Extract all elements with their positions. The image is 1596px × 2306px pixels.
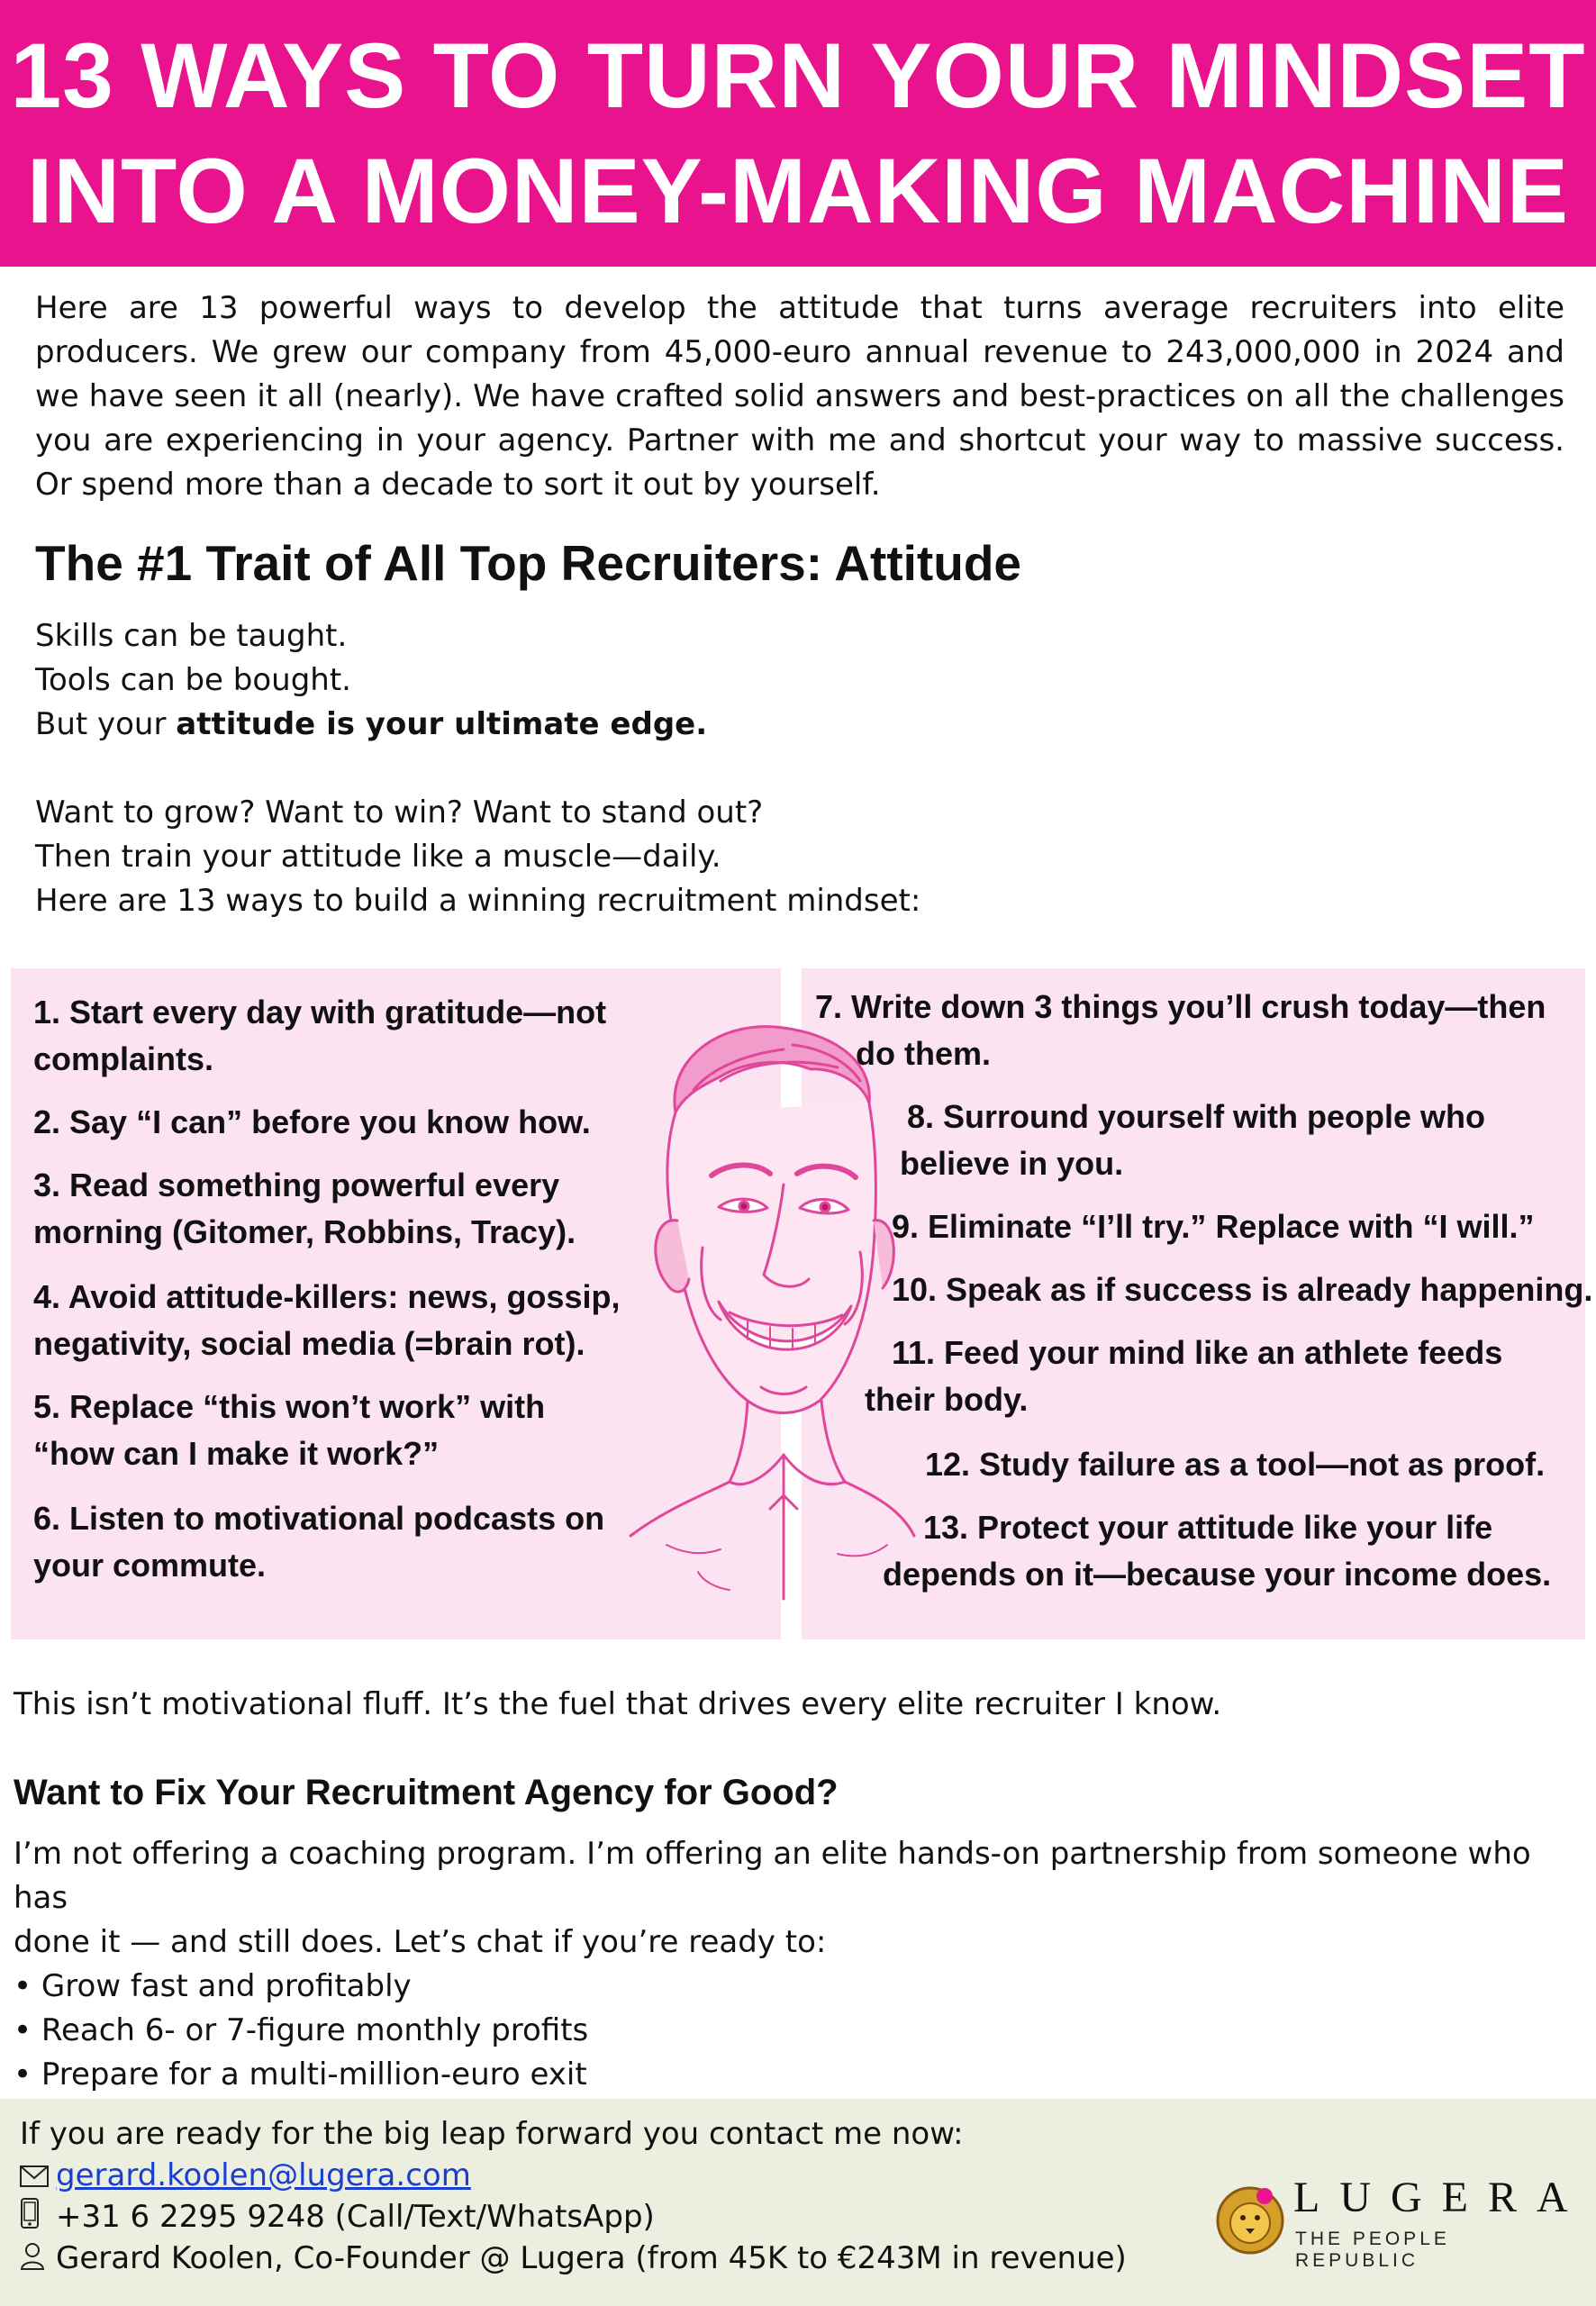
trait-line-2: Tools can be bought. (35, 662, 351, 698)
tip-9: 9. Eliminate “I’ll try.” Replace with “I will.” (892, 1208, 1535, 1245)
tip-11-line-2: their body. (865, 1381, 1029, 1418)
tip-1-line-2: complaints. (33, 1040, 214, 1077)
fix-heading: Want to Fix Your Recruitment Agency for Good? (14, 1773, 839, 1812)
title-line-1: 13 WAYS TO TURN YOUR MINDSET (10, 24, 1586, 127)
contact-person: Gerard Koolen, Co-Founder @ Lugera (from 45K to €243M in revenue) (56, 2240, 1127, 2276)
fix-bullet-1: • Grow fast and profitably (14, 1968, 412, 2004)
fix-bullet-2: • Reach 6- or 7-figure monthly profits (14, 2012, 589, 2048)
tip-10: 10. Speak as if success is already happening. (892, 1271, 1593, 1308)
tip-12: 12. Study failure as a tool—not as proof. (925, 1446, 1546, 1483)
phone-number: +31 6 2295 9248 (Call/Text/WhatsApp) (56, 2199, 655, 2235)
trait-line-4: Want to grow? Want to win? Want to stand out? (35, 794, 764, 831)
fix-line-1: I’m not offering a coaching program. I’m offering an elite hands-on partnership from someone who has (14, 1836, 1531, 1916)
tip-5-line-2: “how can I make it work?” (33, 1435, 440, 1472)
fix-body (14, 1832, 1581, 2097)
tip-13-line-1: 13. Protect your attitude like your life (923, 1509, 1493, 1546)
tip-1-line-1: 1. Start every day with gratitude—not (33, 994, 607, 1030)
tip-6-line-1: 6. Listen to motivational podcasts on (33, 1500, 605, 1537)
trait-lines (35, 614, 1386, 923)
contact-phone-row (20, 2196, 655, 2239)
tip-3-line-1: 3. Read something powerful every (33, 1167, 560, 1203)
tip-7-line-1: 7. Write down 3 things you’ll crush today—then (815, 988, 1546, 1025)
caricature-portrait (612, 1004, 919, 1617)
tip-4-line-1: 4. Avoid attitude-killers: news, gossip, (33, 1278, 621, 1315)
fix-line-2: done it — and still does. Let’s chat if you’re ready to: (14, 1924, 827, 1960)
tip-13-line-2: depends on it—because your income does. (883, 1556, 1552, 1593)
logo-tagline: THE PEOPLE REPUBLIC (1295, 2229, 1450, 2271)
contact-person-row (20, 2238, 1127, 2281)
trait-line-6: Here are 13 ways to build a winning recruitment mindset: (35, 883, 921, 919)
title-line-2: INTO A MONEY-MAKING MACHINE (27, 140, 1569, 242)
trait-line-1: Skills can be taught. (35, 618, 348, 654)
tip-5-line-1: 5. Replace “this won’t work” with (33, 1388, 546, 1425)
trait-heading: The #1 Trait of All Top Recruiters: Attitude (35, 535, 1022, 591)
contact-email-row (20, 2155, 471, 2198)
tip-11-line-1: 11. Feed your mind like an athlete feeds (892, 1334, 1503, 1371)
tip-8-line-2: believe in you. (900, 1145, 1124, 1182)
title-banner (0, 0, 1596, 267)
email-link[interactable]: gerard.koolen@lugera.com (56, 2157, 471, 2193)
person-icon (20, 2239, 56, 2281)
fix-bullet-3: • Prepare for a multi-million-euro exit (14, 2056, 587, 2093)
tip-3-line-2: morning (Gitomer, Robbins, Tracy). (33, 1213, 576, 1250)
trait-line-3-prefix: But your (35, 706, 177, 742)
intro-paragraph: Here are 13 powerful ways to develop the attitude that turns average recruiters into elite producers. We grew our company from 45,000-euro annual revenue to 243,000,000 in 2024 and we have seen it all (nearly). We have crafted solid answers and best-practices on all the challenges you are experiencing in your agency. Partner with me and shortcut your way to massive success. Or spend more than a decade to sort it out by yourself. (35, 290, 1564, 503)
trait-line-5: Then train your attitude like a muscle—daily. (35, 839, 721, 875)
lugera-logo (1214, 2171, 1588, 2288)
tip-4-line-2: negativity, social media (=brain rot). (33, 1325, 585, 1362)
tip-8-line-1: 8. Surround yourself with people who (907, 1098, 1486, 1135)
trait-line-3 (35, 703, 1386, 747)
logo-wordmark: LUGERA (1293, 2174, 1588, 2221)
contact-intro: If you are ready for the big leap forward you contact me now: (20, 2116, 964, 2152)
phone-icon (20, 2198, 56, 2239)
closing-statement: This isn’t motivational fluff. It’s the fuel that drives every elite recruiter I know. (14, 1686, 1222, 1722)
envelope-icon (20, 2156, 56, 2198)
tip-2: 2. Say “I can” before you know how. (33, 1103, 591, 1140)
lion-logo-icon (1214, 2171, 1286, 2270)
tip-7-line-2: do them. (856, 1035, 991, 1072)
tip-6-line-2: your commute. (33, 1547, 267, 1584)
trait-line-3-bold: attitude is your ultimate edge. (176, 706, 708, 742)
